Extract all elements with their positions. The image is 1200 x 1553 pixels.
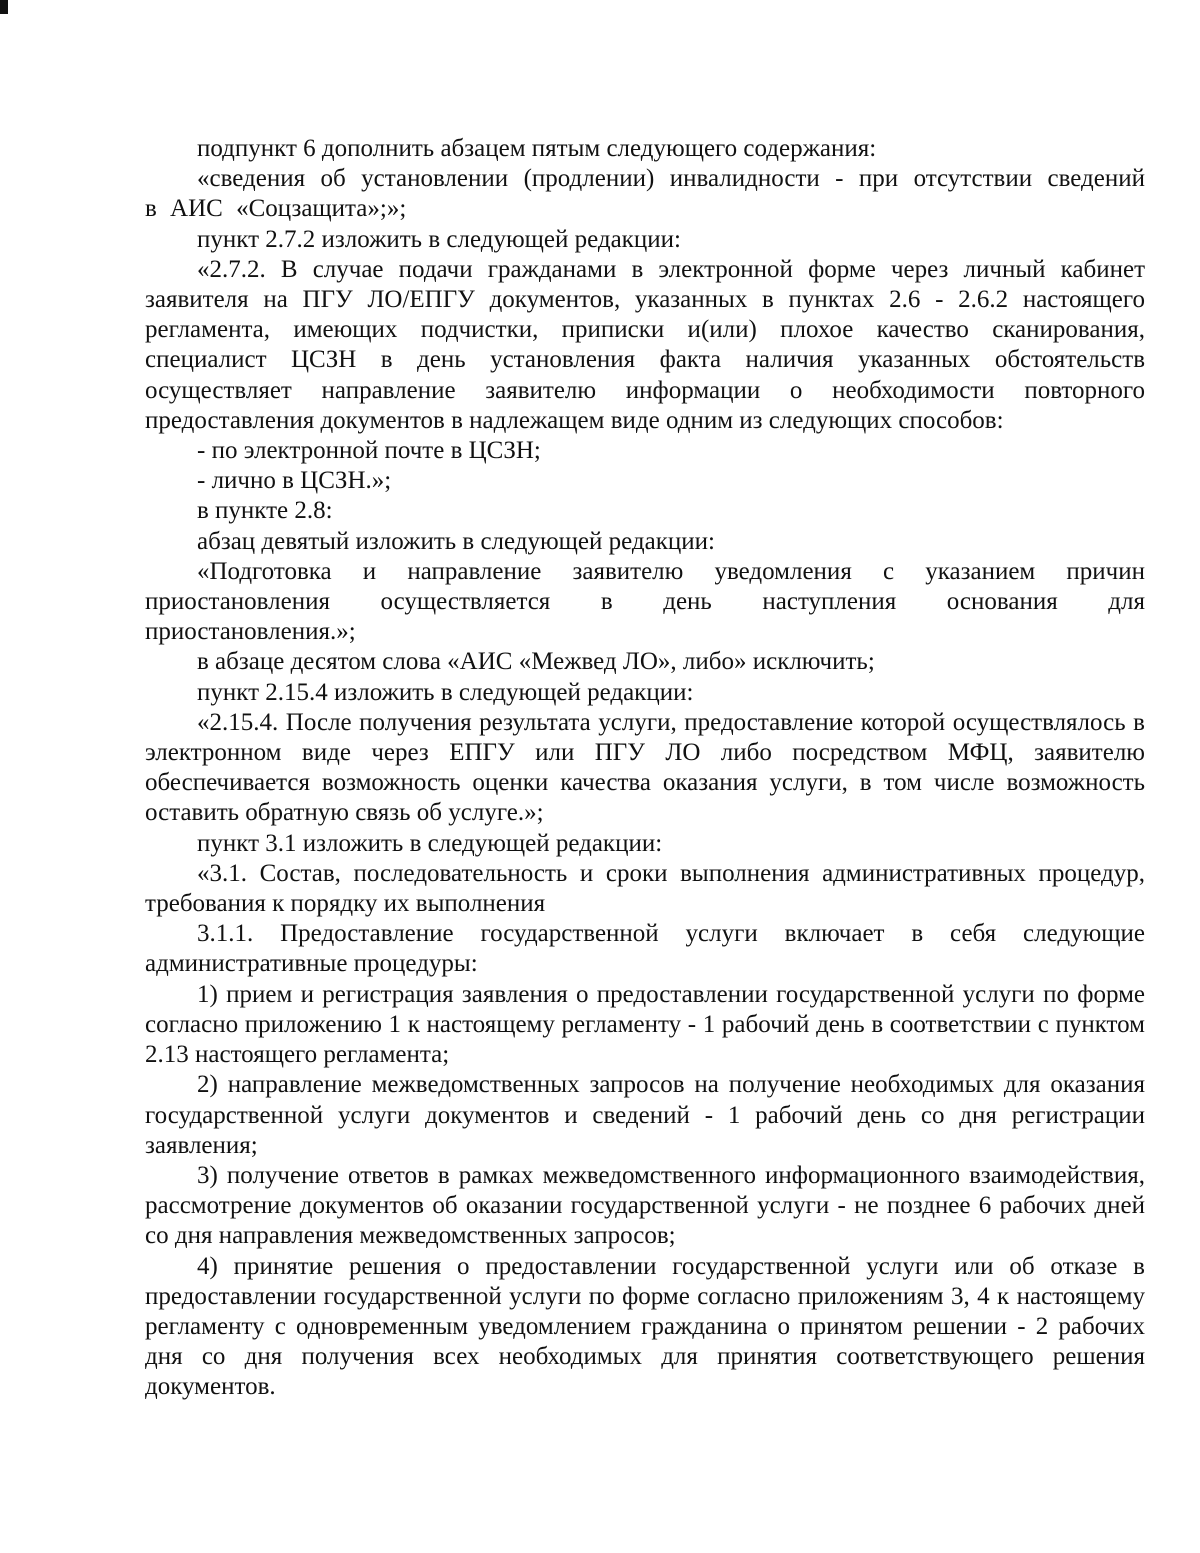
list-item-procedure-2: 2) направление межведомственных запросов на получение необходимых для оказания государственной услуги документов и сведений - 1 рабочий день со дня регистрации заявления; <box>145 1071 1145 1159</box>
paragraph-tenth-exclusion: в абзаце десятом слова «АИС «Межвед ЛО», либо» исключить; <box>197 648 875 676</box>
list-item-email: - по электронной почте в ЦСЗН; <box>197 437 541 465</box>
list-item-in-person: - лично в ЦСЗН.»; <box>197 467 392 495</box>
paragraph-2-7-2-intro: пункт 2.7.2 изложить в следующей редакции: <box>197 225 681 253</box>
paragraph-3-1-heading: «3.1. Состав, последовательность и сроки выполнения административных процедур, требования к порядку их выполнения <box>145 859 1145 918</box>
paragraph-2-15-4-text: «2.15.4. После получения результата услуги, предоставление которой осуществлялось в электронном виде через ЕПГУ или ПГУ ЛО либо посредством МФЦ, заявителю обеспечивается возможность оценки качества оказания услуги, в том числе возможность оставить обратную связь об услуге.»; <box>145 708 1145 827</box>
paragraph-2-15-4-intro: пункт 2.15.4 изложить в следующей редакции: <box>197 678 694 706</box>
paragraph-suspension-notice: «Подготовка и направление заявителю уведомления с указанием причин приостановления осуществляется в день наступления основания для приостановления.»; <box>145 557 1145 646</box>
paragraph-ninth-intro: абзац девятый изложить в следующей редакции: <box>197 527 715 555</box>
paragraph-3-1-1: 3.1.1. Предоставление государственной услуги включает в себя следующие административные процедуры: <box>145 920 1145 978</box>
paragraph-subpoint-6: подпункт 6 дополнить абзацем пятым следующего содержания: <box>197 135 877 162</box>
paragraph-2-8-intro: в пункте 2.8: <box>197 497 333 525</box>
list-item-procedure-3: 3) получение ответов в рамках межведомственного информационного взаимодействия, рассмотрение документов об оказании государственной услуги - не позднее 6 рабочих дней со дня направления межведомственных запросов; <box>145 1161 1145 1250</box>
document-body <box>145 134 1145 1403</box>
list-item-procedure-1: 1) прием и регистрация заявления о предоставлении государственной услуги по форме согласно приложению 1 к настоящему регламенту - 1 рабочий день в соответствии с пунктом 2.13 настоящего регламента; <box>145 980 1145 1069</box>
paragraph-disability-info: «сведения об установлении (продлении) инвалидности - при отсутствии сведений в АИС «Соцзащита»;»; <box>145 165 1145 223</box>
paragraph-2-7-2-text: «2.7.2. В случае подачи гражданами в электронной форме через личный кабинет заявителя на ПГУ ЛО/ЕПГУ документов, указанных в пунктах 2.6 - 2.6.2 настоящего регламента, имеющих подчистки, приписки и(или) плохое качество сканирования, специалист ЦСЗН в день установления факта наличия указанных обстоятельств осуществляет направление заявителю информации о необходимости повторного предоставления документов в надлежащем виде одним из следующих способов: <box>145 255 1145 434</box>
scan-corner-mark <box>0 0 8 14</box>
list-item-procedure-4: 4) принятие решения о предоставлении государственной услуги или об отказе в предоставлении государственной услуги по форме согласно приложениям 3, 4 к настоящему регламенту с одновременным уведомлением гражданина о принятом решении - 2 рабочих дня со дня получения всех необходимых для принятия соответствующего решения документов. <box>145 1252 1145 1401</box>
paragraph-3-1-intro: пункт 3.1 изложить в следующей редакции: <box>197 829 663 857</box>
